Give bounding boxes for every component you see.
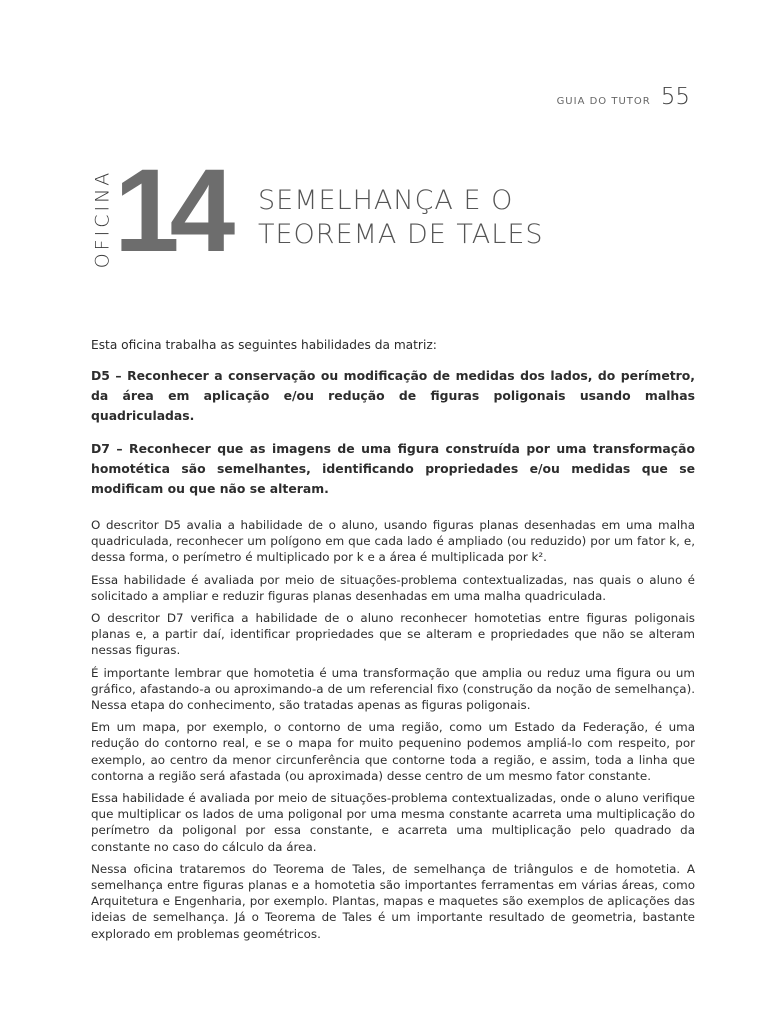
chapter-number: 14 bbox=[114, 145, 226, 277]
page-number: 55 bbox=[660, 84, 690, 110]
paragraph: É importante lembrar que homotetia é uma transformação que amplia ou reduz uma figura ou um gráfico, afastando-a ou aproximando-a de um referencial fixo (construção da noção de semelhança). Nessa etapa do conhecimento, são tratadas apenas as figuras poligonais. bbox=[91, 665, 695, 713]
paragraph: Em um mapa, por exemplo, o contorno de uma região, como um Estado da Federação, é uma redução do contorno real, e se o mapa for muito pequenino podemos ampliá-lo com respeito, por exemplo, ao centro da menor circunferência que contorne toda a região, e assim, toda a linha que contorna a região será afastada (ou aproximada) desse centro de um mesmo fator constante. bbox=[91, 720, 695, 783]
paragraph: Essa habilidade é avaliada por meio de situações-problema contextualizadas, nas quais o aluno é solicitado a ampliar e reduzir figuras planas desenhadas em uma malha quadriculada. bbox=[91, 572, 695, 603]
chapter-title-line-1: SEMELHANÇA E O bbox=[258, 185, 514, 216]
page-header bbox=[557, 84, 690, 110]
chapter-heading bbox=[88, 145, 688, 277]
main-content bbox=[91, 337, 695, 948]
skill-d7: D7 – Reconhecer que as imagens de uma figura construída por uma transformação homotética são semelhantes, identificando propriedades e/ou medidas que se modificam ou que não se alteram. bbox=[91, 441, 695, 496]
chapter-title bbox=[258, 184, 678, 252]
chapter-label: OFICINA bbox=[91, 169, 114, 269]
paragraph: Nessa oficina trataremos do Teorema de Tales, de semelhança de triângulos e de homotetia. A semelhança entre figuras planas e a homotetia são importantes ferramentas em várias áreas, como Arquitetura e Engenharia, por exemplo. Plantas, mapas e maquetes são exemplos de aplicações das ideias de semelhança. Já o Teorema de Tales é um importante resultado de geometria, bastante explorado em problemas geométricos. bbox=[91, 861, 695, 941]
chapter-label-wrapper bbox=[88, 170, 116, 268]
paragraph: Essa habilidade é avaliada por meio de situações-problema contextualizadas, onde o aluno verifique que multiplicar os lados de uma poligonal por uma mesma constante acarreta uma multiplicação do perímetro da poligonal por essa constante, e acarreta uma multiplicação pelo quadrado da constante no caso do cálculo da área. bbox=[91, 791, 695, 854]
skill-d5: D5 – Reconhecer a conservação ou modificação de medidas dos lados, do perímetro, da área em aplicação e/ou redução de figuras poligonais usando malhas quadriculadas. bbox=[91, 368, 695, 423]
paragraph: O descritor D5 avalia a habilidade de o aluno, usando figuras planas desenhadas em uma malha quadriculada, reconhecer um polígono em que cada lado é ampliado (ou reduzido) por um fator k, e, dessa forma, o perímetro é multiplicado por k e a área é multiplicada por k². bbox=[91, 518, 695, 565]
paragraph: O descritor D7 verifica a habilidade de o aluno reconhecer homotetias entre figuras poligonais planas e, a partir daí, identificar propriedades que se alteram e propriedades que não se alteram nessas figuras. bbox=[91, 611, 695, 658]
intro-text: Esta oficina trabalha as seguintes habilidades da matriz: bbox=[91, 338, 437, 352]
guide-label: GUIA DO TUTOR bbox=[556, 96, 651, 107]
chapter-title-line-2: TEOREMA DE TALES bbox=[258, 219, 544, 250]
